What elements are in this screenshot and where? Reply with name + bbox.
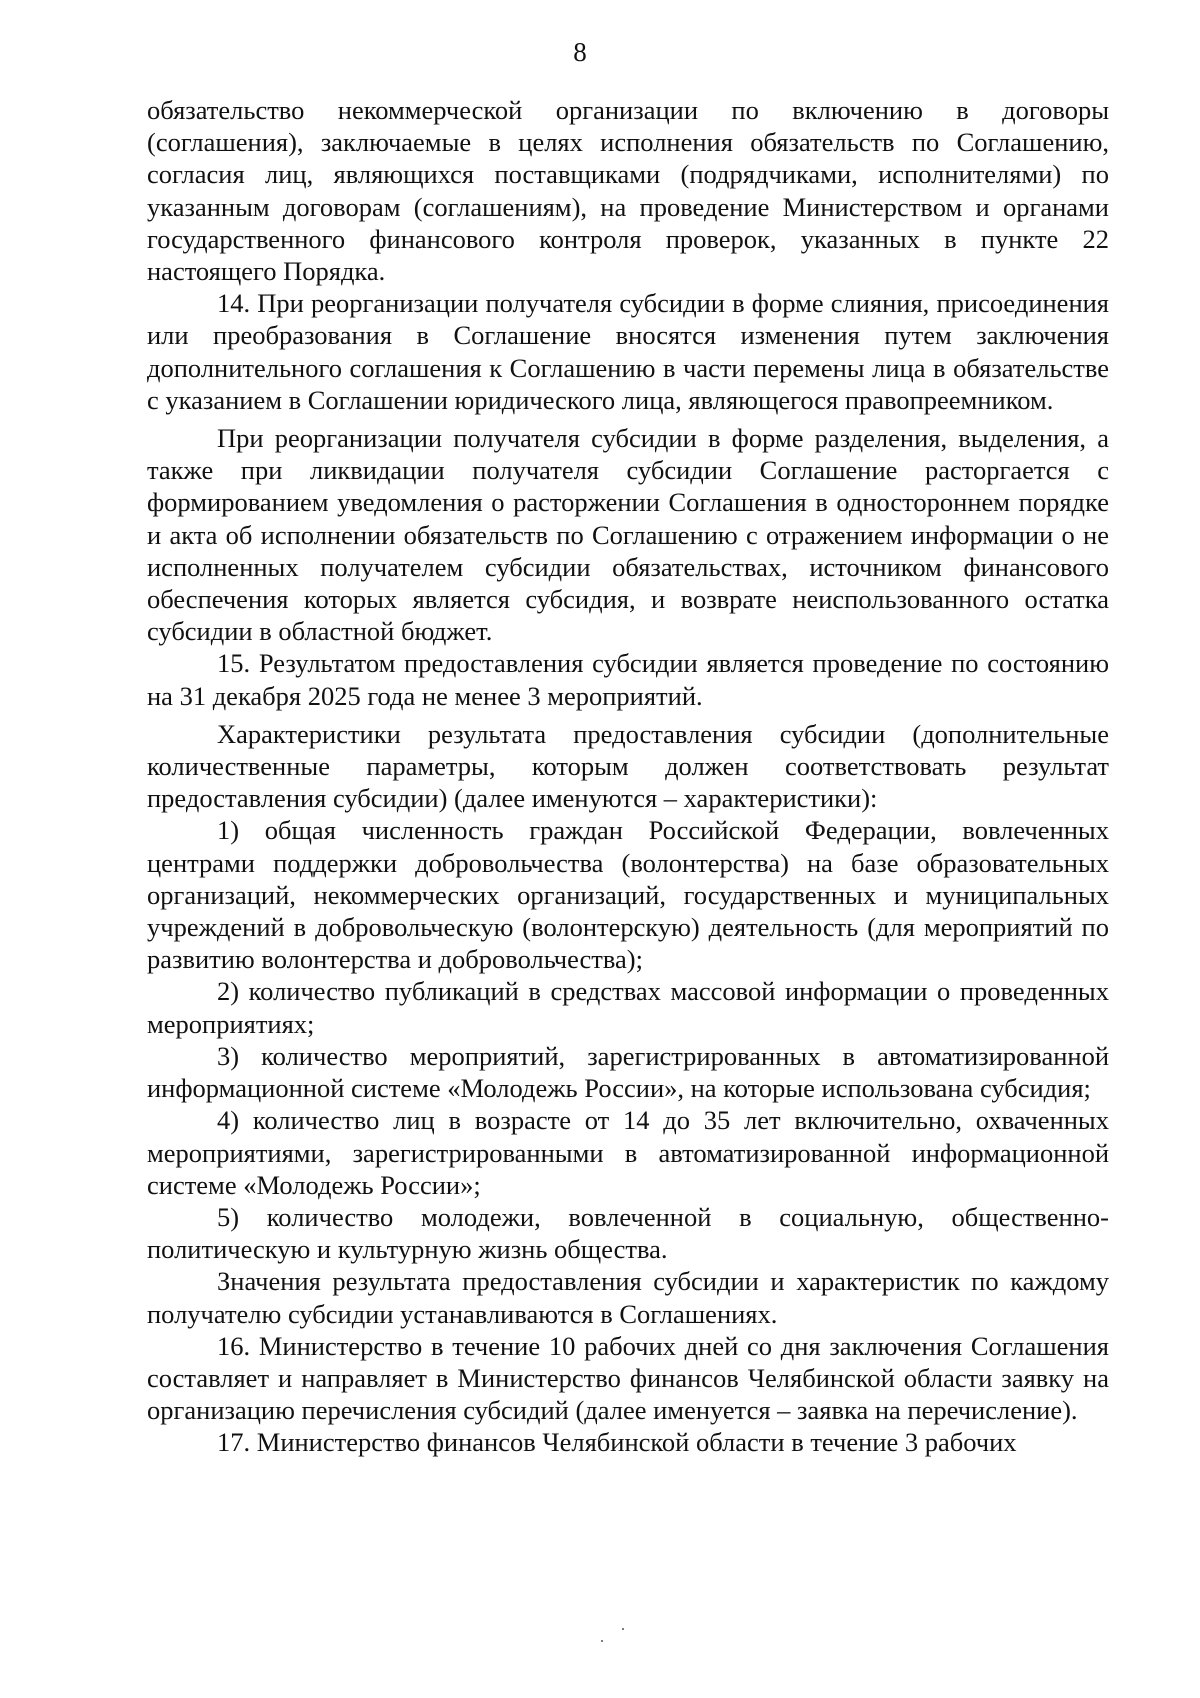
- page-number: 8: [573, 37, 587, 67]
- paragraph-values: Значения результата предоставления субсидии и характеристик по каждому получателю субсидии устанавливаются в Соглашениях.: [147, 1266, 1109, 1329]
- paragraph-item-15: 15. Результатом предоставления субсидии является проведение по состоянию на 31 декабря 2025 года не менее 3 мероприятий.: [147, 648, 1109, 711]
- scan-artifact: [601, 1640, 603, 1642]
- list-item-4: 4) количество лиц в возрасте от 14 до 35 лет включительно, охваченных мероприятиями, зарегистрированными в автоматизированной информационной системе «Молодежь России»;: [147, 1105, 1109, 1200]
- paragraph-continuation: обязательство некоммерческой организации по включению в договоры (соглашения), заключаемые в целях исполнения обязательств по Соглашению, согласия лиц, являющихся поставщиками (подрядчиками, исполнителями) по указанным договорам (соглашениям), на проведение Министерством и органами государственного финансового контроля проверок, указанных в пункте 22 настоящего Порядка.: [147, 95, 1109, 287]
- paragraph-item-14: 14. При реорганизации получателя субсидии в форме слияния, присоединения или преобразования в Соглашение вносятся изменения путем заключения дополнительного соглашения к Соглашению в части перемены лица в обязательстве с указанием в Соглашении юридического лица, являющегося правопреемником.: [147, 288, 1109, 415]
- paragraph-reorganization: При реорганизации получателя субсидии в форме разделения, выделения, а также при ликвидации получателя субсидии Соглашение расторгается с формированием уведомления о расторжении Соглашения в одностороннем порядке и акта об исполнении обязательств по Соглашению с отражением информации о не исполненных получателем субсидии обязательствах, источником финансового обеспечения которых является субсидия, и возврате неиспользованного остатка субсидии в областной бюджет.: [147, 423, 1109, 647]
- paragraph-item-17: 17. Министерство финансов Челябинской области в течение 3 рабочих: [217, 1427, 1017, 1458]
- list-item-2: 2) количество публикаций в средствах массовой информации о проведенных мероприятиях;: [147, 976, 1109, 1039]
- list-item-5: 5) количество молодежи, вовлеченной в социальную, общественно-политическую и культурную жизнь общества.: [147, 1201, 1109, 1265]
- document-body: [147, 94, 1109, 1459]
- scan-artifact: [622, 1628, 624, 1630]
- paragraph-item-16: 16. Министерство в течение 10 рабочих дней со дня заключения Соглашения составляет и направляет в Министерство финансов Челябинской области заявку на организацию перечисления субсидий (далее именуется – заявка на перечисление).: [147, 1330, 1109, 1426]
- list-item-3: 3) количество мероприятий, зарегистрированных в автоматизированной информационной системе «Молодежь России», на которые использована субсидия;: [147, 1040, 1109, 1104]
- paragraph-characteristics: Характеристики результата предоставления субсидии (дополнительные количественные параметры, которым должен соответствовать результат предоставления субсидии) (далее именуются – характеристики):: [147, 718, 1109, 814]
- list-item-1: 1) общая численность граждан Российской Федерации, вовлеченных центрами поддержки добровольчества (волонтерства) на базе образовательных организаций, некоммерческих организаций, государственных и муниципальных учреждений в добровольческую (волонтерскую) деятельность (для мероприятий по развитию волонтерства и добровольчества);: [147, 815, 1109, 975]
